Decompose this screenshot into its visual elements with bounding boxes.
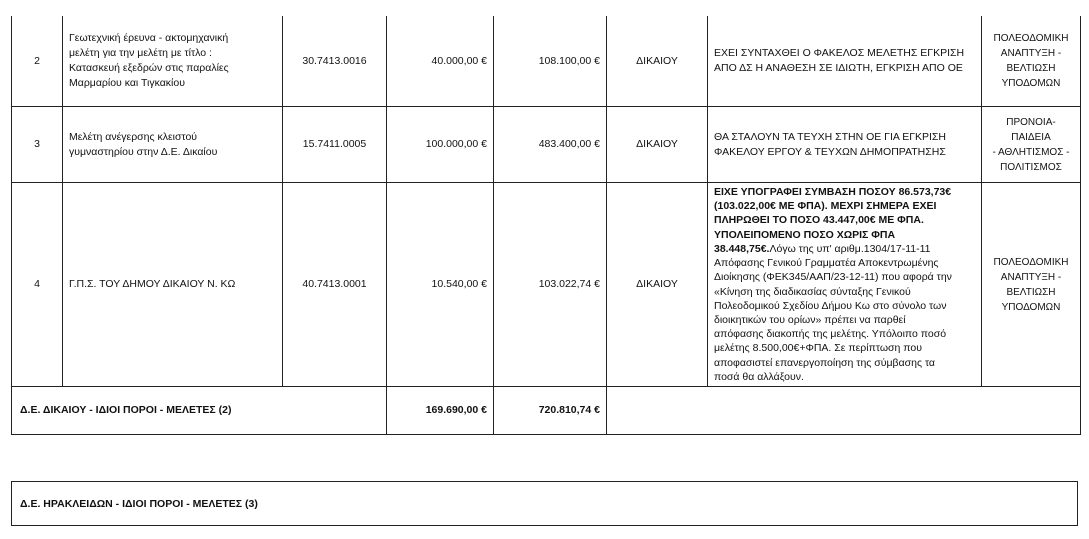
title-line: Μελέτη ανέγερσης κλειστού — [69, 130, 198, 143]
status-text — [708, 107, 982, 183]
category-line: ΥΠΟΔΟΜΩΝ — [1001, 78, 1061, 89]
title-line: Κατασκευή εξεδρών στις παραλίες — [69, 62, 229, 74]
section-title: Δ.Ε. ΗΡΑΚΛΕΙΔΩΝ - ΙΔΙΟΙ ΠΟΡΟΙ - ΜΕΛΕΤΕΣ (3) — [20, 497, 258, 510]
status-line: ΘΑ ΣΤΑΛΟΥΝ ΤΑ ΤΕΥΧΗ ΣΤΗΝ ΟΕ ΓΙΑ ΕΓΚΡΙΣΗ — [714, 130, 946, 143]
category-line: ΠΟΛΙΤΙΣΜΟΣ — [1000, 161, 1062, 173]
status-line: Πολεοδομικού Σχεδίου Δήμου Κω στο σύνολο των — [714, 299, 947, 312]
row-number: 4 — [12, 183, 63, 387]
budget-code: 15.7411.0005 — [283, 107, 387, 183]
category-line: ΠΡΟΝΟΙΑ-ΠΑΙΔΕΙΑ — [1006, 116, 1056, 143]
category-line: ΠΟΛΕΟΔΟΜΙΚΗ — [993, 256, 1069, 268]
amount-1: 40.000,00 € — [387, 16, 494, 107]
total-label: Δ.Ε. ΔΙΚΑΙΟΥ - ΙΔΙΟΙ ΠΟΡΟΙ - ΜΕΛΕΤΕΣ (2) — [12, 387, 387, 435]
table-row — [12, 16, 1081, 107]
total-amount-2: 720.810,74 € — [494, 387, 607, 435]
title-line: Γ.Π.Σ. ΤΟΥ ΔΗΜΟΥ ΔΙΚΑΙΟΥ Ν. ΚΩ — [69, 278, 236, 290]
total-empty-cell — [607, 387, 1081, 435]
projects-table — [11, 16, 1081, 435]
title-line: Μαρμαρίου και Τιγκακίου — [69, 77, 185, 89]
status-line: απόφασης διακοπής της μελέτης. Υπόλοιπο ποσό — [714, 328, 947, 341]
amount-2: 103.022,74 € — [494, 183, 607, 387]
row-number: 3 — [12, 107, 63, 183]
status-text — [708, 16, 982, 107]
amount-1: 10.540,00 € — [387, 183, 494, 387]
category-line: ΑΝΑΠΤΥΞΗ - — [1000, 271, 1062, 283]
title-line: μελέτη για την μελέτη με τίτλο : — [69, 47, 212, 59]
project-title — [63, 16, 283, 107]
table-row — [12, 183, 1081, 387]
category-line: ΥΠΟΔΟΜΩΝ — [1001, 301, 1061, 313]
status-line: (103.022,00€ ΜΕ ΦΠΑ). ΜΕΧΡΙ ΣΗΜΕΡΑ ΕΧΕΙ — [714, 200, 937, 213]
project-title — [63, 183, 283, 387]
status-text — [708, 183, 982, 387]
status-line: ΦΑΚΕΛΟΥ ΕΡΓΟΥ & ΤΕΥΧΩΝ ΔΗΜΟΠΡΑΤΗΣΗΣ — [714, 145, 946, 158]
status-line — [714, 242, 975, 256]
status-amount: 38.448,75€. — [714, 242, 770, 255]
total-row — [12, 387, 1081, 435]
location: ΔΙΚΑΙΟΥ — [607, 107, 708, 183]
row-number: 2 — [12, 16, 63, 107]
project-title — [63, 107, 283, 183]
total-amount-1: 169.690,00 € — [387, 387, 494, 435]
amount-1: 100.000,00 € — [387, 107, 494, 183]
amount-2: 108.100,00 € — [494, 16, 607, 107]
budget-code: 40.7413.0001 — [283, 183, 387, 387]
budget-code: 30.7413.0016 — [283, 16, 387, 107]
amount-2: 483.400,00 € — [494, 107, 607, 183]
status-line: Απόφασης Γενικού Γραμματέα Αποκεντρωμένης — [714, 257, 939, 270]
status-line: ΥΠΟΛΕΙΠΟΜΕΝΟ ΠΟΣΟ ΧΩΡΙΣ ΦΠΑ — [714, 228, 896, 241]
status-line: ΑΠΟ ΔΣ Η ΑΝΑΘΕΣΗ ΣΕ ΙΔΙΩΤΗ, ΕΓΚΡΙΣΗ ΑΠΟ ΟΕ — [714, 62, 963, 74]
category — [982, 183, 1081, 387]
status-line: μελέτης 8.500,00€+ΦΠΑ. Σε περίπτωση που — [714, 342, 922, 355]
location: ΔΙΚΑΙΟΥ — [607, 16, 708, 107]
status-line: «Κίνηση της διαδικασίας σύνταξης Γενικού — [714, 285, 911, 298]
status-line: ποσά θα αλλάξουν. — [714, 370, 804, 383]
category-line: ΠΟΛΕΟΔΟΜΙΚΗ — [993, 33, 1069, 44]
title-line: γυμναστηρίου στην Δ.Ε. Δικαίου — [69, 145, 218, 158]
status-line: ΠΛΗΡΩΘΕΙ ΤΟ ΠΟΣΟ 43.447,00€ ΜΕ ΦΠΑ. — [714, 214, 924, 227]
title-line: Γεωτεχνική έρευνα - ακτομηχανική — [69, 32, 229, 44]
category — [982, 107, 1081, 183]
status-text-part: Λόγω της υπ' αριθμ.1304/17-11-11 — [769, 242, 931, 255]
category-line: ΒΕΛΤΙΩΣΗ — [1006, 286, 1056, 298]
section-header — [11, 481, 1078, 526]
location: ΔΙΚΑΙΟΥ — [607, 183, 708, 387]
status-line: Διοίκησης (ΦΕΚ345/ΑΑΠ/23-12-11) που αφορά την — [714, 271, 952, 284]
category-line: ΒΕΛΤΙΩΣΗ — [1006, 63, 1056, 74]
status-line: ΕΧΕΙ ΣΥΝΤΑΧΘΕΙ Ο ΦΑΚΕΛΟΣ ΜΕΛΕΤΗΣ ΕΓΚΡΙΣΗ — [714, 47, 965, 59]
status-line: ΕΙΧΕ ΥΠΟΓΡΑΦΕΙ ΣΥΜΒΑΣΗ ΠΟΣΟΥ 86.573,73€ — [714, 186, 952, 199]
category-line: - ΑΘΛΗΤΙΣΜΟΣ - — [992, 146, 1070, 158]
table-row — [12, 107, 1081, 183]
category — [982, 16, 1081, 107]
status-line: αποφασιστεί επανεργοποίηση της σύμβασης τα — [714, 356, 936, 369]
status-line: διοικητικών του ορίων» πρέπει να παρθεί — [714, 313, 906, 326]
category-line: ΑΝΑΠΤΥΞΗ - — [1000, 48, 1062, 59]
